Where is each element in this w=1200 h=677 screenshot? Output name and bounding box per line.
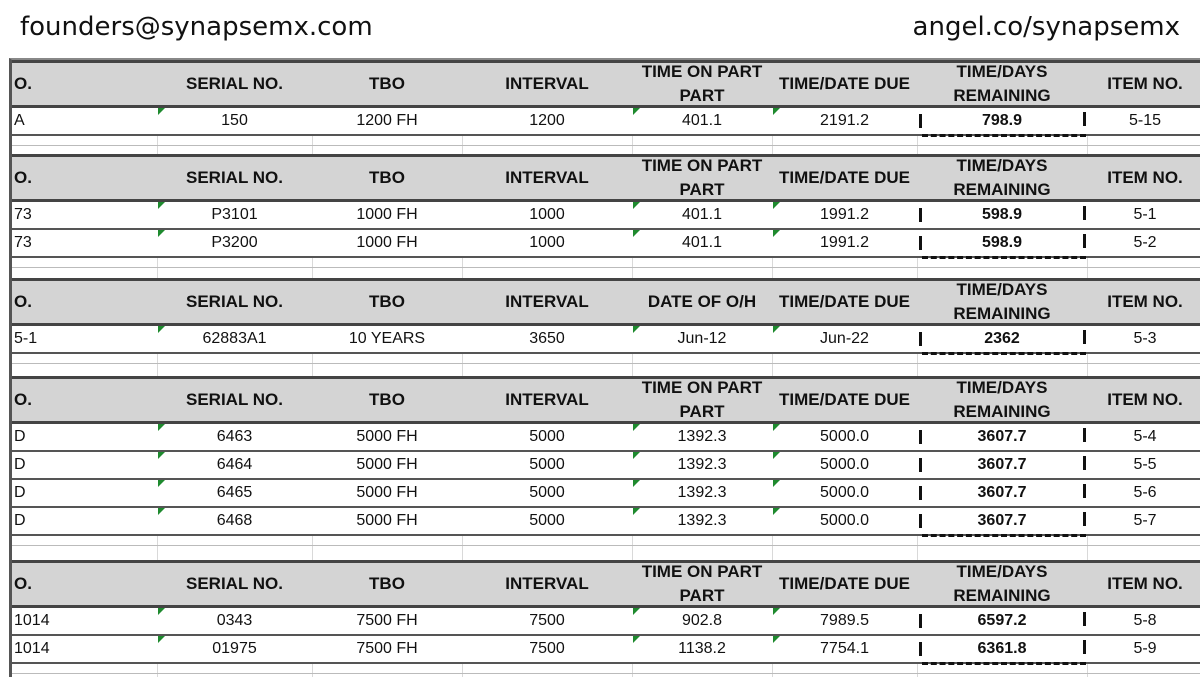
cell-comment-marker <box>158 480 165 487</box>
table-cell[interactable]: 5-9 <box>1133 640 1157 657</box>
column-header: TIME/DATE DUE <box>779 390 910 409</box>
column-header: SERIAL NO. <box>186 74 283 93</box>
table-cell[interactable]: 5-15 <box>1128 112 1162 129</box>
column-header: INTERVAL <box>505 168 589 187</box>
table-cell[interactable]: 5000.0 <box>820 428 869 445</box>
table-row[interactable] <box>12 480 1200 508</box>
column-header: ITEM NO. <box>1107 168 1183 187</box>
table-cell[interactable]: 1392.3 <box>677 484 727 501</box>
table-cell[interactable]: 150 <box>221 112 248 129</box>
table-cell[interactable]: Jun-22 <box>820 330 869 347</box>
column-header: TIME/DATE DUE <box>779 168 910 187</box>
cell-comment-marker <box>773 452 780 459</box>
selection-marquee-edge <box>919 236 922 250</box>
column-header: TIME ON PART PART <box>641 378 763 421</box>
table-cell[interactable]: P3101 <box>211 206 258 223</box>
column-header: INTERVAL <box>505 292 589 311</box>
column-header: DATE OF O/H <box>647 292 757 311</box>
column-header: TIME/DATE DUE <box>779 74 910 93</box>
selection-marquee-edge <box>1083 456 1086 470</box>
table-cell[interactable]: D <box>14 428 26 445</box>
cell-comment-marker <box>158 108 165 115</box>
cell-comment-marker <box>158 230 165 237</box>
cell-comment-marker <box>158 636 165 643</box>
table-cell[interactable]: 7500 FH <box>356 612 418 629</box>
table-cell[interactable]: 6464 <box>216 456 253 473</box>
cell-comment-marker <box>633 636 640 643</box>
table-cell[interactable]: 1000 FH <box>356 234 418 251</box>
column-header: TIME/DAYS REMAINING <box>953 378 1051 421</box>
cell-comment-marker <box>633 480 640 487</box>
spreadsheet-view <box>9 58 1200 677</box>
table-cell[interactable]: 6597.2 <box>977 612 1027 629</box>
cell-comment-marker <box>633 452 640 459</box>
column-header: TIME/DAYS REMAINING <box>953 562 1051 605</box>
table-cell[interactable]: 7989.5 <box>820 612 869 629</box>
table-cell[interactable]: 5000.0 <box>820 512 869 529</box>
table-cell[interactable]: 1392.3 <box>677 456 727 473</box>
column-header: TIME/DATE DUE <box>779 292 910 311</box>
column-header: SERIAL NO. <box>186 292 283 311</box>
table-row[interactable] <box>12 230 1200 258</box>
component-table-section <box>12 376 1200 546</box>
table-cell[interactable]: 1392.3 <box>677 428 727 445</box>
table-header-row <box>12 60 1200 108</box>
component-table-section <box>12 154 1200 268</box>
cell-comment-marker <box>773 636 780 643</box>
table-cell[interactable]: 6465 <box>216 484 253 501</box>
table-cell[interactable]: 7500 <box>529 640 565 657</box>
table-cell[interactable]: 5-2 <box>1133 234 1157 251</box>
table-cell[interactable]: Jun-12 <box>677 330 727 347</box>
column-header: ITEM NO. <box>1107 390 1183 409</box>
selection-marquee-edge <box>919 332 922 346</box>
column-header: O. <box>14 74 32 93</box>
table-cell[interactable]: 01975 <box>212 640 257 657</box>
table-cell[interactable]: 5000 <box>529 484 565 501</box>
column-header: TBO <box>369 168 405 187</box>
selection-marquee-edge <box>1083 330 1086 344</box>
selection-marquee-edge <box>919 458 922 472</box>
selection-marquee-edge <box>919 114 922 128</box>
table-row[interactable] <box>12 508 1200 536</box>
table-cell[interactable]: 5-8 <box>1133 612 1157 629</box>
table-cell[interactable]: 2362 <box>984 330 1020 347</box>
table-cell[interactable]: 3607.7 <box>977 428 1027 445</box>
column-header: SERIAL NO. <box>186 574 283 593</box>
table-row[interactable] <box>12 636 1200 664</box>
table-cell[interactable]: 6468 <box>216 512 253 529</box>
table-cell[interactable]: 73 <box>14 206 32 223</box>
cell-comment-marker <box>773 424 780 431</box>
table-cell[interactable]: 1200 FH <box>356 112 418 129</box>
table-cell[interactable]: 1991.2 <box>820 206 869 223</box>
selection-marquee-edge <box>1083 512 1086 526</box>
column-header: O. <box>14 168 32 187</box>
column-header: ITEM NO. <box>1107 292 1183 311</box>
table-cell[interactable]: 598.9 <box>981 206 1023 223</box>
table-cell[interactable]: 5-7 <box>1133 512 1157 529</box>
selection-marquee-edge <box>919 208 922 222</box>
table-cell[interactable]: 902.8 <box>681 612 723 629</box>
cell-comment-marker <box>773 608 780 615</box>
column-header: TIME/DATE DUE <box>779 574 910 593</box>
table-cell[interactable]: 5-1 <box>1133 206 1157 223</box>
column-header: SERIAL NO. <box>186 390 283 409</box>
table-cell[interactable]: 5000.0 <box>820 484 869 501</box>
video-caption-bar <box>0 0 1200 58</box>
column-header: TIME ON PART PART <box>641 562 763 605</box>
table-cell[interactable]: 0343 <box>216 612 253 629</box>
column-header: INTERVAL <box>505 390 589 409</box>
table-cell[interactable]: 5000 <box>529 456 565 473</box>
cell-comment-marker <box>773 326 780 333</box>
cell-comment-marker <box>633 424 640 431</box>
column-header: TIME ON PART PART <box>641 156 763 199</box>
selection-marquee-edge <box>1083 484 1086 498</box>
table-cell[interactable]: 3650 <box>529 330 565 347</box>
table-cell[interactable]: 62883A1 <box>202 330 267 347</box>
selection-marquee-edge <box>919 514 922 528</box>
cell-comment-marker <box>158 202 165 209</box>
cell-comment-marker <box>633 202 640 209</box>
table-header-row <box>12 154 1200 202</box>
table-cell[interactable]: D <box>14 484 26 501</box>
column-header: INTERVAL <box>505 74 589 93</box>
table-cell[interactable]: D <box>14 512 26 529</box>
column-header: TIME ON PART PART <box>641 62 763 105</box>
selection-marquee-edge <box>1083 640 1086 654</box>
cell-comment-marker <box>633 508 640 515</box>
table-cell[interactable]: D <box>14 456 26 473</box>
table-cell[interactable]: 1200 <box>529 112 565 129</box>
column-header: O. <box>14 574 32 593</box>
column-header: TIME/DAYS REMAINING <box>953 62 1051 105</box>
table-row[interactable] <box>12 608 1200 636</box>
table-cell[interactable]: 1000 <box>529 234 565 251</box>
column-header: ITEM NO. <box>1107 574 1183 593</box>
table-cell[interactable]: 3607.7 <box>977 484 1027 501</box>
table-row[interactable] <box>12 108 1200 136</box>
table-cell[interactable]: 1000 FH <box>356 206 418 223</box>
table-cell[interactable]: 1991.2 <box>820 234 869 251</box>
selection-marquee-edge <box>919 614 922 628</box>
table-cell[interactable]: 2191.2 <box>820 112 869 129</box>
cell-comment-marker <box>773 202 780 209</box>
cell-comment-marker <box>773 230 780 237</box>
table-cell[interactable]: 5000 FH <box>356 428 418 445</box>
table-cell[interactable]: 798.9 <box>981 112 1023 129</box>
selection-marquee-edge <box>1083 428 1086 442</box>
table-cell[interactable]: 5-5 <box>1133 456 1157 473</box>
table-header-row <box>12 376 1200 424</box>
table-cell[interactable]: 3607.7 <box>977 456 1027 473</box>
blank-row <box>12 664 1200 674</box>
table-cell[interactable]: 598.9 <box>981 234 1023 251</box>
table-cell[interactable]: 1138.2 <box>678 640 726 657</box>
table-header-row <box>12 560 1200 608</box>
table-cell[interactable]: 401.1 <box>681 112 723 129</box>
component-table-section <box>12 560 1200 674</box>
cell-comment-marker <box>773 480 780 487</box>
table-cell[interactable]: A <box>14 112 25 129</box>
column-header: SERIAL NO. <box>186 168 283 187</box>
table-cell[interactable]: 5000 FH <box>356 484 418 501</box>
table-cell[interactable]: 7500 FH <box>356 640 418 657</box>
selection-marquee-edge <box>1083 234 1086 248</box>
table-cell[interactable]: 5000 <box>529 428 565 445</box>
table-row[interactable] <box>12 326 1200 354</box>
component-table-section <box>12 60 1200 146</box>
table-cell[interactable]: 6361.8 <box>977 640 1027 657</box>
column-header: ITEM NO. <box>1107 74 1183 93</box>
table-cell[interactable]: 7754.1 <box>820 640 869 657</box>
contact-website: angel.co/synapsemx <box>912 12 1180 42</box>
table-cell[interactable]: 73 <box>14 234 32 251</box>
table-cell[interactable]: 5000.0 <box>820 456 869 473</box>
table-cell[interactable]: 5000 FH <box>356 512 418 529</box>
table-cell[interactable]: 10 YEARS <box>348 330 426 347</box>
cell-comment-marker <box>158 508 165 515</box>
column-header: TBO <box>369 74 405 93</box>
table-cell[interactable]: 5000 FH <box>356 456 418 473</box>
cell-comment-marker <box>158 424 165 431</box>
table-cell[interactable]: 5000 <box>529 512 565 529</box>
table-cell[interactable]: 7500 <box>529 612 565 629</box>
table-row[interactable] <box>12 452 1200 480</box>
table-cell[interactable]: 5-4 <box>1133 428 1157 445</box>
column-header: INTERVAL <box>505 574 589 593</box>
cell-comment-marker <box>633 326 640 333</box>
cell-comment-marker <box>773 508 780 515</box>
contact-email: founders@synapsemx.com <box>20 12 373 42</box>
table-cell[interactable]: 1392.3 <box>677 512 727 529</box>
table-cell[interactable]: 6463 <box>216 428 253 445</box>
selection-marquee-edge <box>919 642 922 656</box>
selection-marquee-edge <box>1083 206 1086 220</box>
table-cell[interactable]: 5-1 <box>14 330 38 347</box>
column-header: O. <box>14 390 32 409</box>
blank-row <box>12 536 1200 546</box>
cell-comment-marker <box>773 108 780 115</box>
table-cell[interactable]: 1014 <box>14 640 50 657</box>
table-row[interactable] <box>12 202 1200 230</box>
table-cell[interactable]: 401.1 <box>681 206 723 223</box>
selection-marquee-edge <box>919 430 922 444</box>
table-cell[interactable]: 3607.7 <box>977 512 1027 529</box>
column-header: TIME/DAYS REMAINING <box>953 156 1051 199</box>
cell-comment-marker <box>158 608 165 615</box>
selection-marquee-edge <box>1083 612 1086 626</box>
cell-comment-marker <box>633 230 640 237</box>
column-header: TBO <box>369 574 405 593</box>
cell-comment-marker <box>158 326 165 333</box>
column-header: TBO <box>369 292 405 311</box>
table-cell[interactable]: 401.1 <box>681 234 723 251</box>
blank-row <box>12 354 1200 364</box>
table-cell[interactable]: P3200 <box>211 234 258 251</box>
cell-comment-marker <box>633 608 640 615</box>
table-cell[interactable]: 5-3 <box>1133 330 1157 347</box>
selection-marquee-edge <box>919 486 922 500</box>
table-row[interactable] <box>12 424 1200 452</box>
selection-marquee-edge <box>1083 112 1086 126</box>
column-header: O. <box>14 292 32 311</box>
column-header: TBO <box>369 390 405 409</box>
table-cell[interactable]: 1014 <box>14 612 50 629</box>
cell-comment-marker <box>158 452 165 459</box>
table-cell[interactable]: 5-6 <box>1133 484 1157 501</box>
table-cell[interactable]: 1000 <box>529 206 565 223</box>
blank-row <box>12 136 1200 146</box>
component-table-section <box>12 278 1200 364</box>
blank-row <box>12 258 1200 268</box>
cell-comment-marker <box>633 108 640 115</box>
table-header-row <box>12 278 1200 326</box>
column-header: TIME/DAYS REMAINING <box>953 280 1051 323</box>
